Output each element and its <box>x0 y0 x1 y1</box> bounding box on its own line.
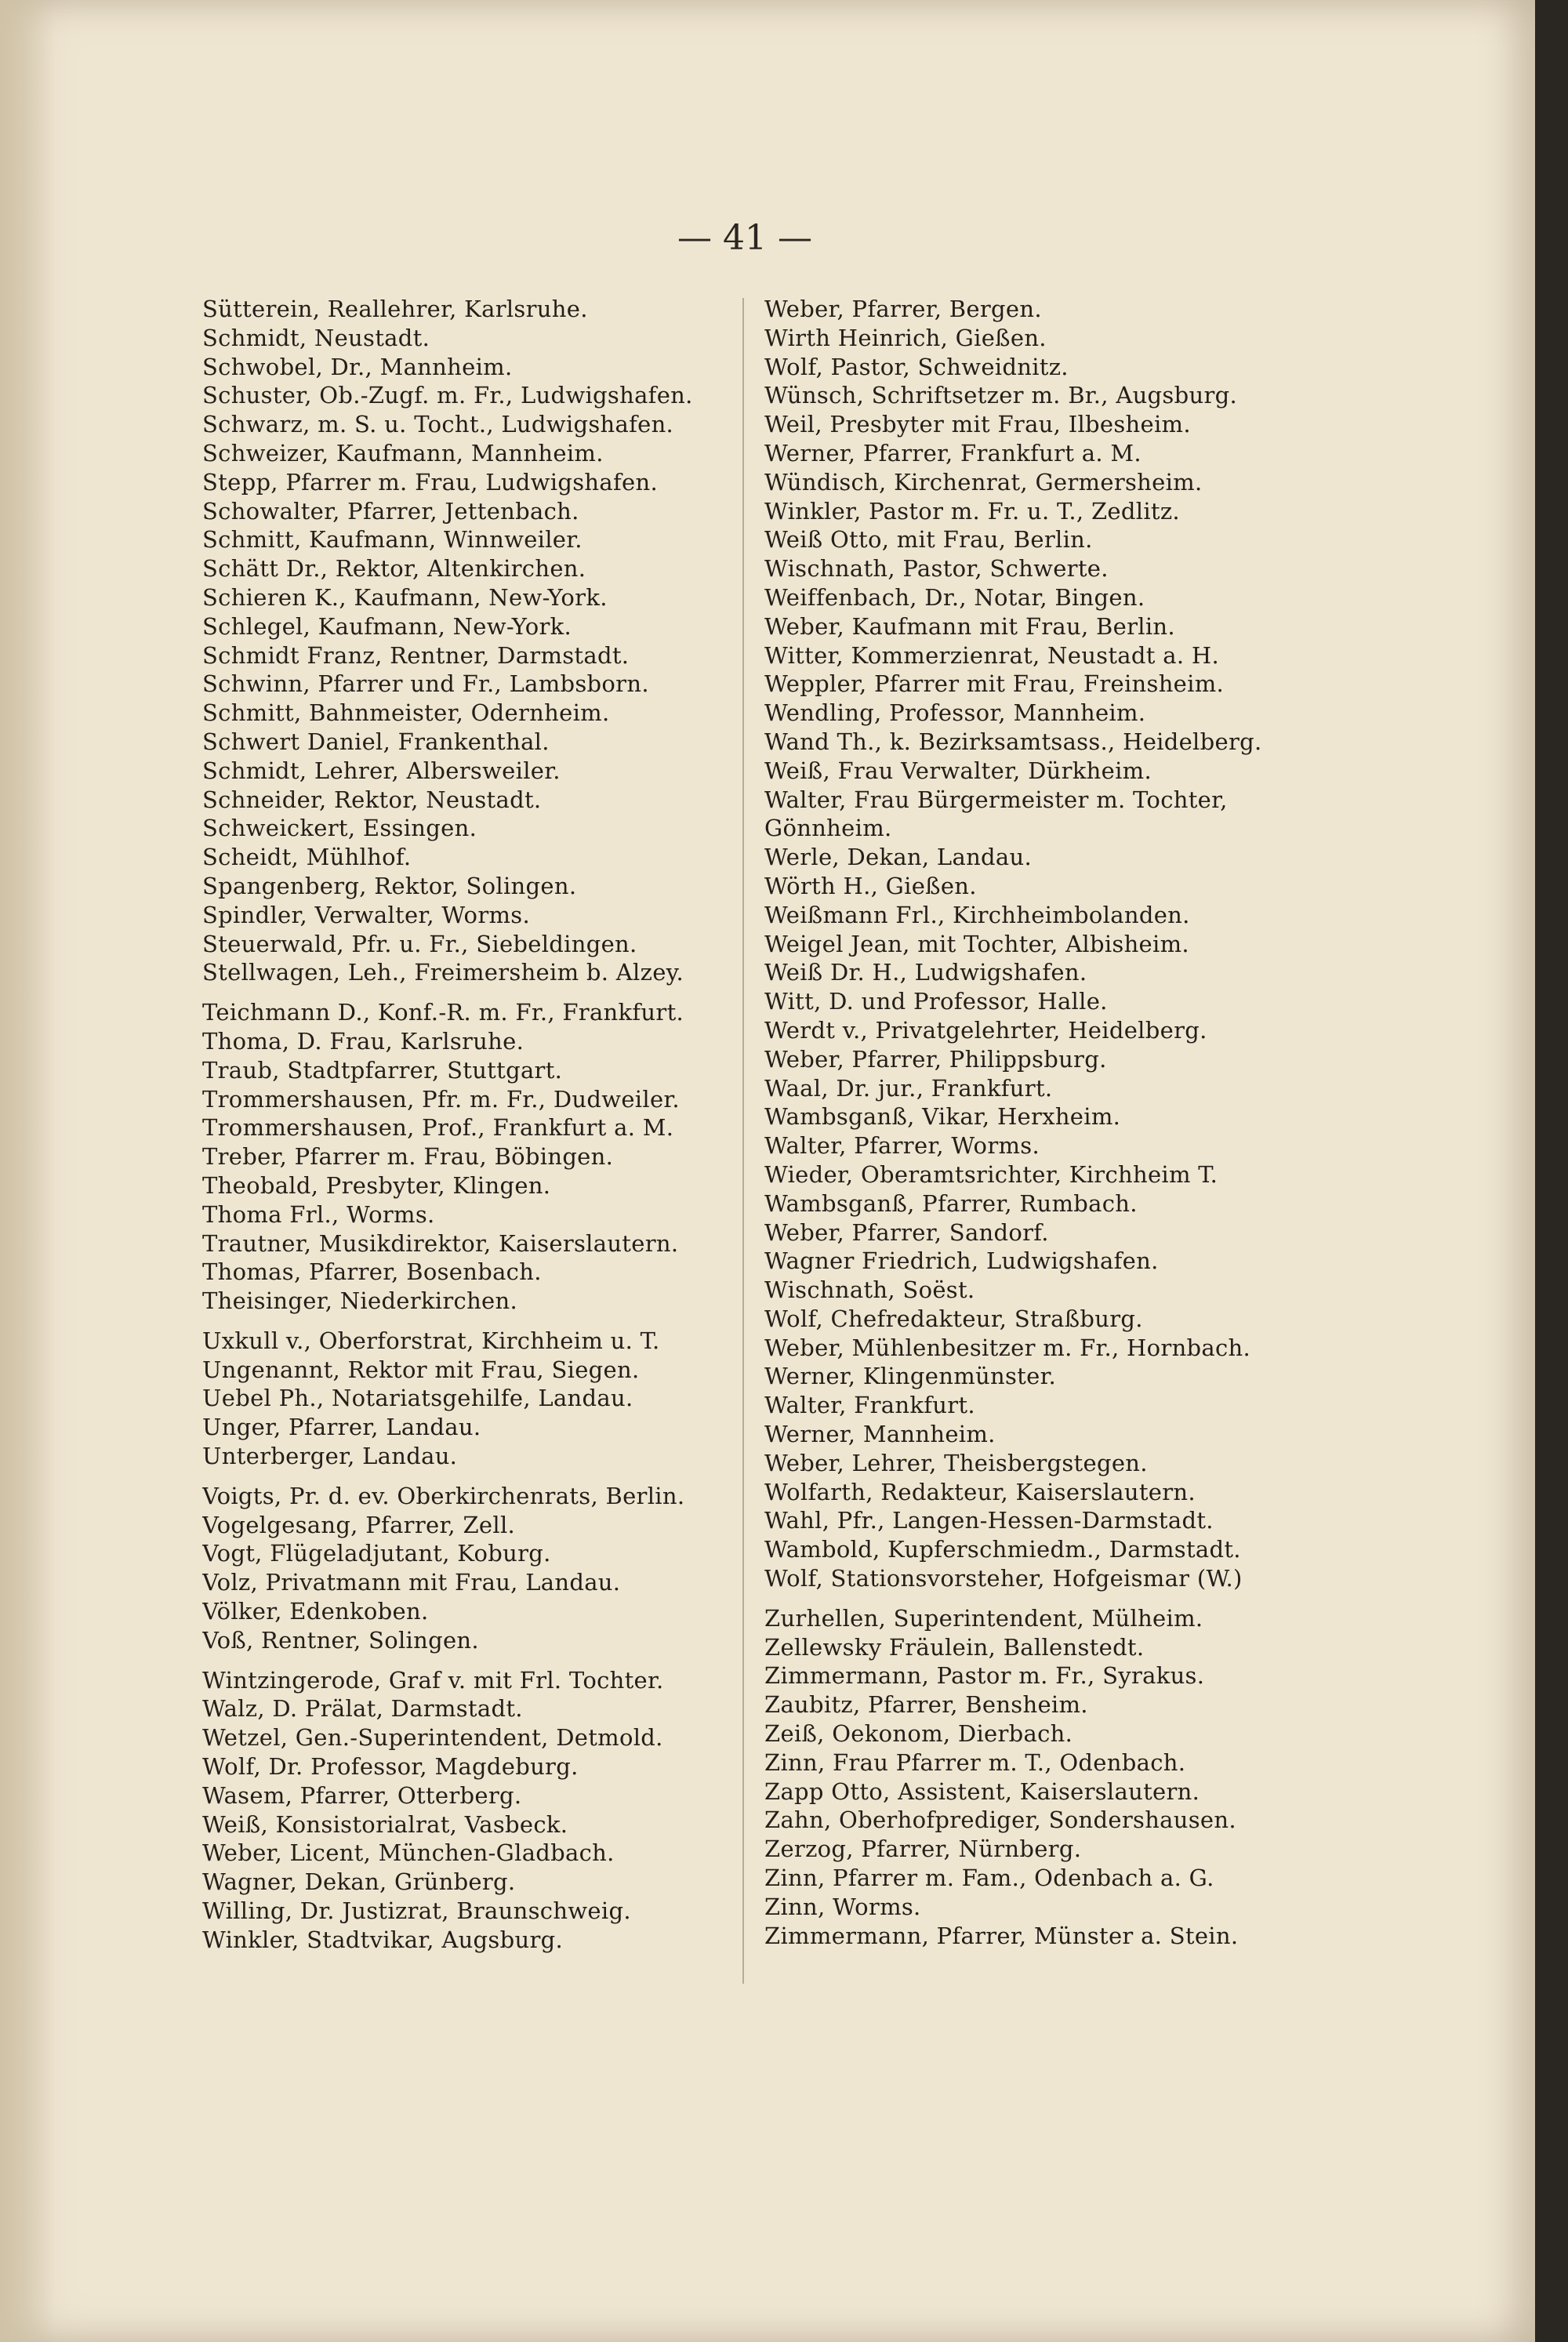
list-entry: Weißmann Frl., Kirchheimbolanden. <box>764 901 1190 928</box>
list-entry: Werdt v., Privatgelehrter, Heidelberg. <box>764 1016 1207 1044</box>
list-entry: Weiß Dr. H., Ludwigshafen. <box>764 959 1087 986</box>
list-entry: Ungenannt, Rektor mit Frau, Siegen. <box>202 1356 640 1383</box>
list-entry: Zellewsky Fräulein, Ballenstedt. <box>764 1633 1145 1661</box>
list-entry: Schweizer, Kaufmann, Mannheim. <box>202 439 604 467</box>
list-entry: Wirth Heinrich, Gießen. <box>764 324 1047 351</box>
list-entry: Scheidt, Mühlhof. <box>202 844 412 871</box>
list-entry: Wolf, Pastor, Schweidnitz. <box>764 353 1069 380</box>
entry-group-w <box>764 295 1282 1593</box>
list-entry: Wambsganß, Vikar, Herxheim. <box>764 1103 1121 1131</box>
list-entry: Voigts, Pr. d. ev. Oberkirchenrats, Berlin. <box>202 1482 685 1509</box>
list-entry: Theobald, Presbyter, Klingen. <box>202 1171 551 1199</box>
list-entry: Schowalter, Pfarrer, Jettenbach. <box>202 497 579 525</box>
list-entry: Zahn, Oberhofprediger, Sondershausen. <box>764 1806 1236 1834</box>
entry-group-s <box>202 295 720 987</box>
list-entry: Weiß, Konsistorialrat, Vasbeck. <box>202 1810 568 1838</box>
list-entry: Weigel Jean, mit Tochter, Albisheim. <box>764 930 1189 957</box>
entry-group-u <box>202 1327 720 1471</box>
list-entry: Walter, Frankfurt. <box>764 1392 975 1419</box>
list-entry: Sütterein, Reallehrer, Karlsruhe. <box>202 296 588 322</box>
list-entry: Spindler, Verwalter, Worms. <box>202 901 530 928</box>
list-entry: Wambold, Kupferschmiedm., Darmstadt. <box>764 1536 1241 1563</box>
list-entry: Walz, D. Prälat, Darmstadt. <box>202 1695 523 1723</box>
list-entry: Werner, Mannheim. <box>764 1421 996 1448</box>
list-entry: Wolf, Stationsvorsteher, Hofgeismar (W.) <box>764 1565 1243 1592</box>
list-entry: Steuerwald, Pfr. u. Fr., Siebeldingen. <box>202 930 637 957</box>
list-entry: Winkler, Stadtvikar, Augsburg. <box>202 1926 563 1953</box>
list-entry: Werner, Klingenmünster. <box>764 1363 1057 1390</box>
list-entry: Wahl, Pfr., Langen-Hessen-Darmstadt. <box>764 1507 1214 1534</box>
list-entry: Werle, Dekan, Landau. <box>764 844 1033 871</box>
list-entry: Schlegel, Kaufmann, New-York. <box>202 612 572 640</box>
list-entry: Willing, Dr. Justizrat, Braunschweig. <box>202 1897 631 1925</box>
list-entry: Thomas, Pfarrer, Bosenbach. <box>202 1258 542 1286</box>
list-entry: Traub, Stadtpfarrer, Stuttgart. <box>202 1056 563 1084</box>
list-entry: Uxkull v., Oberforstrat, Kirchheim u. T. <box>202 1327 660 1354</box>
list-entry: Weber, Pfarrer, Bergen. <box>764 296 1042 322</box>
gutter-shadow <box>0 0 55 2342</box>
list-entry: Zapp Otto, Assistent, Kaiserslautern. <box>764 1777 1200 1805</box>
list-entry: Schuster, Ob.-Zugf. m. Fr., Ludwigshafen. <box>202 382 693 409</box>
list-entry: Thoma Frl., Worms. <box>202 1200 435 1228</box>
list-entry: Zinn, Frau Pfarrer m. T., Odenbach. <box>764 1748 1186 1776</box>
list-entry: Völker, Edenkoben. <box>202 1598 429 1625</box>
list-entry: Zinn, Worms. <box>764 1893 921 1920</box>
list-entry: Trommershausen, Prof., Frankfurt a. M. <box>202 1114 674 1142</box>
list-entry: Gönnheim. <box>764 815 892 842</box>
list-entry: Wagner Friedrich, Ludwigshafen. <box>764 1247 1159 1275</box>
list-entry: Wasem, Pfarrer, Otterberg. <box>202 1781 522 1809</box>
list-entry: Werner, Pfarrer, Frankfurt a. M. <box>764 439 1142 467</box>
list-entry: Vogt, Flügeladjutant, Koburg. <box>202 1540 551 1567</box>
list-entry: Teichmann D., Konf.-R. m. Fr., Frankfurt. <box>202 999 684 1026</box>
list-entry: Weil, Presbyter mit Frau, Ilbesheim. <box>764 411 1191 438</box>
list-entry: Weiffenbach, Dr., Notar, Bingen. <box>764 583 1145 611</box>
list-entry: Wand Th., k. Bezirksamtsass., Heidelberg. <box>764 728 1262 755</box>
list-entry: Wolf, Dr. Professor, Magdeburg. <box>202 1753 579 1781</box>
list-entry: Wischnath, Soëst. <box>764 1276 975 1304</box>
list-entry: Weber, Pfarrer, Sandorf. <box>764 1218 1049 1246</box>
list-entry: Wolf, Chefredakteur, Straßburg. <box>764 1305 1143 1332</box>
entry-group-v <box>202 1482 720 1655</box>
list-entry: Unterberger, Landau. <box>202 1443 458 1470</box>
list-entry: Weber, Pfarrer, Philippsburg. <box>764 1045 1107 1073</box>
list-entry: Spangenberg, Rektor, Solingen. <box>202 872 577 899</box>
list-entry: Treber, Pfarrer m. Frau, Böbingen. <box>202 1143 614 1171</box>
list-entry: Wolfarth, Redakteur, Kaiserslautern. <box>764 1478 1196 1505</box>
list-entry: Thoma, D. Frau, Karlsruhe. <box>202 1027 524 1055</box>
list-entry: Wintzingerode, Graf v. mit Frl. Tochter. <box>202 1666 664 1694</box>
list-entry: Schieren K., Kaufmann, New-York. <box>202 583 608 611</box>
list-entry: Vogelgesang, Pfarrer, Zell. <box>202 1511 516 1538</box>
list-entry: Schwinn, Pfarrer und Fr., Lambsborn. <box>202 670 649 698</box>
page-number: — 41 — <box>677 218 812 258</box>
list-entry: Wünsch, Schriftsetzer m. Br., Augsburg. <box>764 382 1237 409</box>
entry-group-w <box>202 1666 720 1955</box>
list-entry: Wendling, Professor, Mannheim. <box>764 699 1146 727</box>
list-entry: Schneider, Rektor, Neustadt. <box>202 786 542 813</box>
list-entry: Schmidt, Neustadt. <box>202 324 430 351</box>
list-entry: Stepp, Pfarrer m. Frau, Ludwigshafen. <box>202 468 658 496</box>
list-entry: Stellwagen, Leh., Freimersheim b. Alzey. <box>202 959 684 986</box>
list-entry: Volz, Privatmann mit Frau, Landau. <box>202 1569 621 1596</box>
list-entry: Wetzel, Gen.-Superintendent, Detmold. <box>202 1724 663 1752</box>
list-entry: Zerzog, Pfarrer, Nürnberg. <box>764 1835 1082 1863</box>
list-entry: Schweickert, Essingen. <box>202 815 477 842</box>
list-entry: Zeiß, Oekonom, Dierbach. <box>764 1720 1073 1748</box>
list-entry: Weber, Licent, München-Gladbach. <box>202 1839 615 1867</box>
list-entry: Waal, Dr. jur., Frankfurt. <box>764 1074 1053 1102</box>
list-entry: Weiß, Frau Verwalter, Dürkheim. <box>764 757 1152 784</box>
list-entry: Schätt Dr., Rektor, Altenkirchen. <box>202 555 586 583</box>
list-entry: Unger, Pfarrer, Landau. <box>202 1414 481 1441</box>
list-entry: Voß, Rentner, Solingen. <box>202 1626 479 1654</box>
list-entry: Schmitt, Bahnmeister, Odernheim. <box>202 699 610 727</box>
list-entry: Schwert Daniel, Frankenthal. <box>202 728 550 755</box>
list-entry: Walter, Frau Bürgermeister m. Tochter, <box>764 786 1228 813</box>
list-entry: Wischnath, Pastor, Schwerte. <box>764 555 1109 583</box>
list-entry: Wörth H., Gießen. <box>764 872 977 899</box>
column-divider <box>742 298 744 1984</box>
right-column <box>764 295 1282 1950</box>
list-entry: Uebel Ph., Notariatsgehilfe, Landau. <box>202 1385 633 1412</box>
left-column <box>202 295 720 1955</box>
list-entry: Trommershausen, Pfr. m. Fr., Dudweiler. <box>202 1085 680 1113</box>
list-entry: Weber, Lehrer, Theisbergstegen. <box>764 1449 1148 1476</box>
list-entry: Zurhellen, Superintendent, Mülheim. <box>764 1604 1203 1632</box>
list-entry: Zimmermann, Pfarrer, Münster a. Stein. <box>764 1922 1239 1949</box>
list-entry: Winkler, Pastor m. Fr. u. T., Zedlitz. <box>764 497 1180 525</box>
list-entry: Schmidt, Lehrer, Albersweiler. <box>202 757 561 784</box>
list-entry: Zaubitz, Pfarrer, Bensheim. <box>764 1691 1088 1719</box>
list-entry: Trautner, Musikdirektor, Kaiserslautern. <box>202 1229 679 1257</box>
entry-group-z <box>764 1604 1282 1951</box>
list-entry: Witter, Kommerzienrat, Neustadt a. H. <box>764 641 1219 669</box>
list-entry: Weiß Otto, mit Frau, Berlin. <box>764 526 1093 554</box>
list-entry: Wagner, Dekan, Grünberg. <box>202 1868 516 1896</box>
list-entry: Schmitt, Kaufmann, Winnweiler. <box>202 526 583 554</box>
list-entry: Weber, Mühlenbesitzer m. Fr., Hornbach. <box>764 1334 1251 1361</box>
list-entry: Wambsganß, Pfarrer, Rumbach. <box>764 1189 1138 1217</box>
list-entry: Schwarz, m. S. u. Tocht., Ludwigshafen. <box>202 411 674 438</box>
entry-group-t <box>202 998 720 1316</box>
list-entry: Walter, Pfarrer, Worms. <box>764 1132 1040 1160</box>
list-entry: Weber, Kaufmann mit Frau, Berlin. <box>764 612 1175 640</box>
list-entry: Wieder, Oberamtsrichter, Kirchheim T. <box>764 1160 1218 1188</box>
list-entry: Schmidt Franz, Rentner, Darmstadt. <box>202 641 630 669</box>
list-entry: Zimmermann, Pastor m. Fr., Syrakus. <box>764 1662 1205 1690</box>
list-entry: Wündisch, Kirchenrat, Germersheim. <box>764 468 1203 496</box>
list-entry: Weppler, Pfarrer mit Frau, Freinsheim. <box>764 670 1225 698</box>
list-entry: Schwobel, Dr., Mannheim. <box>202 353 513 380</box>
list-entry: Witt, D. und Professor, Halle. <box>764 988 1108 1015</box>
list-entry: Theisinger, Niederkirchen. <box>202 1287 518 1315</box>
list-entry: Zinn, Pfarrer m. Fam., Odenbach a. G. <box>764 1865 1214 1892</box>
